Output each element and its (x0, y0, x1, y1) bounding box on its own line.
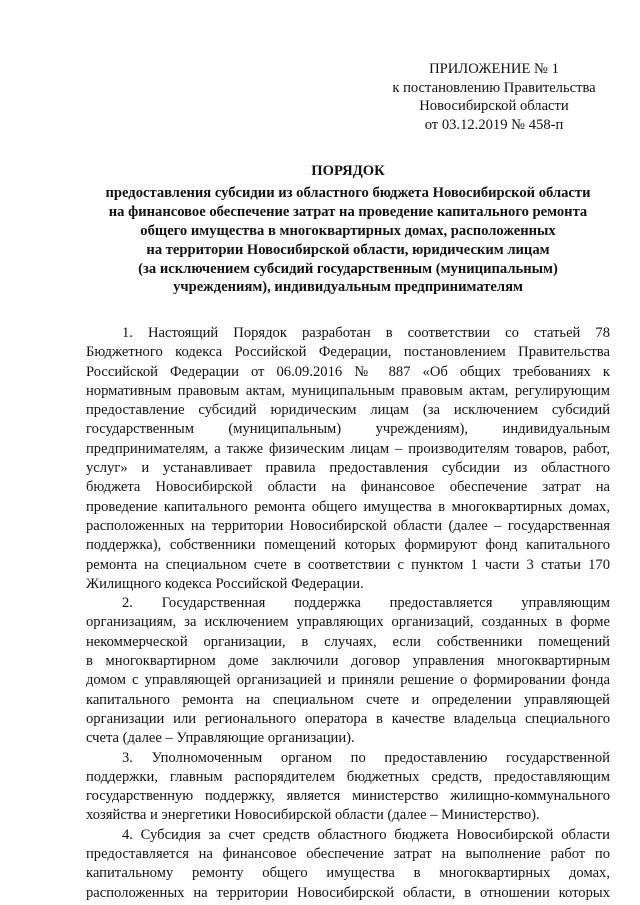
title-line: на финансовое обеспечение затрат на проведение капитального ремонта (108, 203, 588, 220)
paragraph-2-line: 2. Государственная поддержка предоставляется управляющим (122, 595, 610, 612)
annex-line: к постановлению Правительства (392, 79, 596, 96)
paragraph-3-line: 3. Уполномоченным органом по предоставлению государственной (122, 749, 610, 766)
annex-header (383, 60, 605, 134)
paragraph-2-line: в многоквартирном доме заключили договор управления многоквартирным (86, 653, 610, 670)
annex-date-number: от 03.12.2019 № 458-п (424, 116, 564, 133)
paragraph-1-line: предоставление субсидий юридическим лицам (за исключением субсидий (86, 402, 610, 419)
paragraph-2-line: капитального ремонта на специальном счете и определении управляющей (86, 691, 610, 708)
paragraph-1-line: 1. Настоящий Порядок разработан в соответствии со статьей 78 (122, 325, 610, 341)
title-line: предоставления субсидии из областного бюджета Новосибирской области (105, 184, 591, 201)
paragraph-1-line: расположенных на территории Новосибирской области (далее – государственная (86, 517, 610, 534)
paragraph-2-line: организации или регионального оператора в качестве владельца специального (86, 710, 610, 727)
paragraph-4-line: расположенных на территории Новосибирской области, в отношении которых (86, 884, 610, 901)
paragraph-1-line: Жилищного кодекса Российской Федерации. (86, 575, 364, 592)
paragraph-2-line: некоммерческой организации, в случаях, если собственники помещений (86, 633, 610, 650)
paragraph-1-line: проведение капитального ремонта общего имущества в многоквартирных домах, (86, 498, 610, 515)
title-line: (за исключением субсидий государственным (муниципальным) (138, 260, 558, 277)
title-line: общего имущества в многоквартирных домах, расположенных (140, 222, 556, 239)
paragraph-1-line: государственным (муниципальным) учреждениям), индивидуальным (86, 421, 610, 438)
paragraph-4-line: предоставляется на финансовое обеспечение затрат на выполнение работ по (86, 846, 610, 863)
title-line: на территории Новосибирской области, юридическим лицам (146, 241, 550, 258)
document-title (86, 162, 610, 297)
paragraph-4-line: капитальному ремонту общего имущества в многоквартирных домах, (86, 865, 610, 882)
paragraph-2-line: домом с управляющей организацией и приняли решение о формировании фонда (86, 672, 610, 689)
paragraph-1-line: Российской Федерации от 06.09.2016 № 887 «Об общих требованиях к (86, 363, 610, 380)
paragraph-4-line: 4. Субсидия за счет средств областного бюджета Новосибирской области (122, 826, 610, 843)
paragraph-3-line: поддержки, главным распорядителем бюджетных средств, предоставляющим (86, 768, 610, 785)
title-main: ПОРЯДОК (311, 163, 385, 179)
paragraph-1-line: нормативным правовым актам, муниципальным правовым актам, регулирующим (86, 382, 610, 399)
paragraph-2-line: организациям, за исключением управляющих организаций, созданных в форме (86, 614, 610, 631)
paragraph-1-line: предпринимателям, а также физическим лицам – производителям товаров, работ, (86, 440, 610, 457)
title-line: учреждениям), индивидуальным предпринимателям (173, 279, 523, 296)
paragraph-3-line: государственную поддержку, является министерство жилищно-коммунального (86, 788, 610, 805)
paragraph-2-line: счета (далее – Управляющие организации). (86, 730, 355, 747)
paragraph-1-line: поддержка), собственники помещений которых формируют фонд капитального (86, 537, 610, 554)
document-body (86, 324, 610, 903)
paragraph-1-line: бюджета Новосибирской области на финансовое обеспечение затрат на (86, 479, 610, 496)
paragraph-3-line: хозяйства и энергетики Новосибирской области (далее – Министерство). (86, 807, 540, 824)
paragraph-1-line: услуг» и устанавливает правила предоставления субсидии из областного (86, 460, 610, 477)
annex-title: ПРИЛОЖЕНИЕ № 1 (429, 61, 559, 77)
paragraph-1-line: Бюджетного кодекса Российской Федерации, постановлением Правительства (86, 344, 610, 361)
paragraph-1-line: ремонта на специальном счете в соответствии с пунктом 1 части 3 статьи 170 (86, 556, 610, 573)
annex-line: Новосибирской области (419, 98, 569, 115)
